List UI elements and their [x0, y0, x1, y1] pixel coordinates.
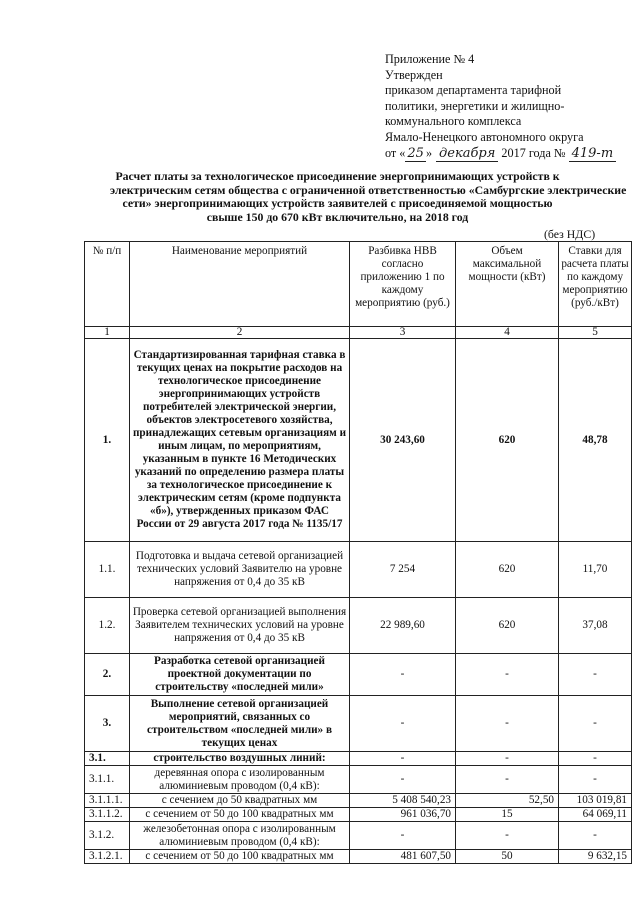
table-row — [85, 850, 632, 864]
table-row — [85, 822, 632, 850]
row-power: - — [456, 696, 559, 752]
row-name: железобетонная опора с изолированным алюминиевым проводом (0,4 кВ): — [130, 822, 350, 850]
row-num: 2. — [85, 654, 130, 696]
row-power: - — [456, 654, 559, 696]
row-num: 3.1.1. — [85, 766, 130, 794]
row-power: 15 — [456, 808, 559, 822]
row-rate: - — [559, 822, 632, 850]
table-row — [85, 696, 632, 752]
row-num: 1.1. — [85, 542, 130, 598]
table-row — [85, 808, 632, 822]
row-name: Подготовка и выдача сетевой организацией технических условий Заявителю на уровне напряжения от 0,4 до 35 кВ — [130, 542, 350, 598]
header-name: Наименование мероприятий — [130, 242, 350, 327]
approval-month: декабря — [436, 146, 498, 163]
approval-day: 25 — [407, 145, 424, 161]
row-rate: 11,70 — [559, 542, 632, 598]
approval-year: 2017 года № — [498, 145, 569, 160]
row-rate: - — [559, 696, 632, 752]
col-number: 5 — [559, 327, 632, 339]
row-num: 3. — [85, 696, 130, 752]
row-nvv: 7 254 — [350, 542, 456, 598]
row-nvv: 22 989,60 — [350, 598, 456, 654]
appendix-line-5: коммунального комплекса — [385, 114, 522, 129]
col-number: 3 — [350, 327, 456, 339]
appendix-line-4: политики, энергетики и жилищно- — [385, 98, 565, 113]
row-num: 3.1. — [85, 752, 130, 766]
row-power: 52,50 — [456, 794, 559, 808]
table-header-row — [85, 242, 632, 327]
row-name: с сечением до 50 квадратных мм — [130, 794, 350, 808]
row-nvv: - — [350, 752, 456, 766]
row-rate: - — [559, 654, 632, 696]
row-power: - — [456, 822, 559, 850]
column-numbers-row — [85, 327, 632, 339]
row-rate: 64 069,11 — [559, 808, 632, 822]
header-power: Объем максимальной мощности (кВт) — [456, 242, 559, 327]
row-nvv: 481 607,50 — [350, 850, 456, 864]
row-nvv: 30 243,60 — [350, 339, 456, 542]
col-number: 1 — [85, 327, 130, 339]
col-number: 2 — [130, 327, 350, 339]
row-nvv: - — [350, 822, 456, 850]
row-power: 620 — [456, 598, 559, 654]
table-row — [85, 794, 632, 808]
appendix-line-1: Приложение № 4 — [385, 52, 475, 66]
row-power: - — [456, 752, 559, 766]
row-name: с сечением от 50 до 100 квадратных мм — [130, 850, 350, 864]
row-nvv: - — [350, 766, 456, 794]
row-rate: 103 019,81 — [559, 794, 632, 808]
row-rate: 48,78 — [559, 339, 632, 542]
row-nvv: 961 036,70 — [350, 808, 456, 822]
row-num: 3.1.1.2. — [85, 808, 130, 822]
row-num: 3.1.1.1. — [85, 794, 130, 808]
title-line-1: Расчет платы за технологическое присоединение энергопринимающих устройств к — [115, 169, 560, 183]
header-rate: Ставки для расчета платы по каждому мероприятию (руб./кВт) — [559, 242, 632, 327]
title-line-4: свыше 150 до 670 кВт включительно, на 2018 год — [206, 209, 469, 224]
row-name: деревянная опора с изолированным алюминиевым проводом (0,4 кВ): — [130, 766, 350, 794]
row-name: строительство воздушных линий: — [130, 752, 350, 766]
table-row — [85, 339, 632, 542]
row-power: 50 — [456, 850, 559, 864]
table-row — [85, 542, 632, 598]
row-num: 1. — [85, 339, 130, 542]
row-name: с сечением от 50 до 100 квадратных мм — [130, 808, 350, 822]
appendix-line-6: Ямало-Ненецкого автономного округа — [385, 129, 584, 144]
title-line-3: сети» энергопринимающих устройств заявителей с присоединяемой мощностью — [122, 196, 553, 211]
row-power: - — [456, 766, 559, 794]
approval-number: 419-т — [569, 146, 617, 163]
approval-mid: » — [425, 145, 433, 160]
row-num: 3.1.2. — [85, 822, 130, 850]
table-row — [85, 654, 632, 696]
fee-table — [84, 241, 632, 864]
row-num: 3.1.2.1. — [85, 850, 130, 864]
row-rate: 37,08 — [559, 598, 632, 654]
row-nvv: - — [350, 654, 456, 696]
row-name: Проверка сетевой организацией выполнения Заявителем технических условий на уровне напряжения от 0,4 до 35 кВ — [130, 598, 350, 654]
appendix-line-3: приказом департамента тарифной — [385, 83, 562, 98]
row-name: Стандартизированная тарифная ставка в текущих ценах на покрытие расходов на технологическое присоединение энергопринимающих устройств потребителей электрической энергии, объектов электросетевого хозяйства, принадлежащих сетевым организациям и иным лицам, по мероприятиям, указанным в пункте 16 Методических указаний по определению размера платы за технологическое присоединение к электрическим сетям (кроме подпункта «б»), утвержденных приказом ФАС России от 29 августа 2017 года № 1135/17 — [130, 339, 350, 542]
table-row — [85, 598, 632, 654]
row-num: 1.2. — [85, 598, 130, 654]
header-num: № п/п — [85, 242, 130, 327]
row-power: 620 — [456, 339, 559, 542]
row-rate: - — [559, 766, 632, 794]
appendix-line-2: Утвержден — [385, 67, 443, 82]
header-nvv: Разбивка НВВ согласно приложению 1 по каждому мероприятию (руб.) — [350, 242, 456, 327]
row-name: Разработка сетевой организацией проектной документации по строительству «последней мили» — [130, 654, 350, 696]
row-name: Выполнение сетевой организацией мероприятий, связанных со строительством «последней мили» в текущих ценах — [130, 696, 350, 752]
row-nvv: - — [350, 696, 456, 752]
approval-date-line — [385, 146, 616, 163]
row-power: 620 — [456, 542, 559, 598]
document-title — [110, 169, 627, 224]
appendix-block — [385, 52, 616, 162]
vat-note: (без НДС) — [544, 227, 596, 241]
approval-prefix: от « — [385, 145, 406, 160]
table-row — [85, 766, 632, 794]
table-row — [85, 752, 632, 766]
col-number: 4 — [456, 327, 559, 339]
row-nvv: 5 408 540,23 — [350, 794, 456, 808]
row-rate: - — [559, 752, 632, 766]
title-line-2: электрическим сетям общества с ограниченной ответственностью «Самбургские электрические — [110, 182, 627, 197]
row-rate: 9 632,15 — [559, 850, 632, 864]
